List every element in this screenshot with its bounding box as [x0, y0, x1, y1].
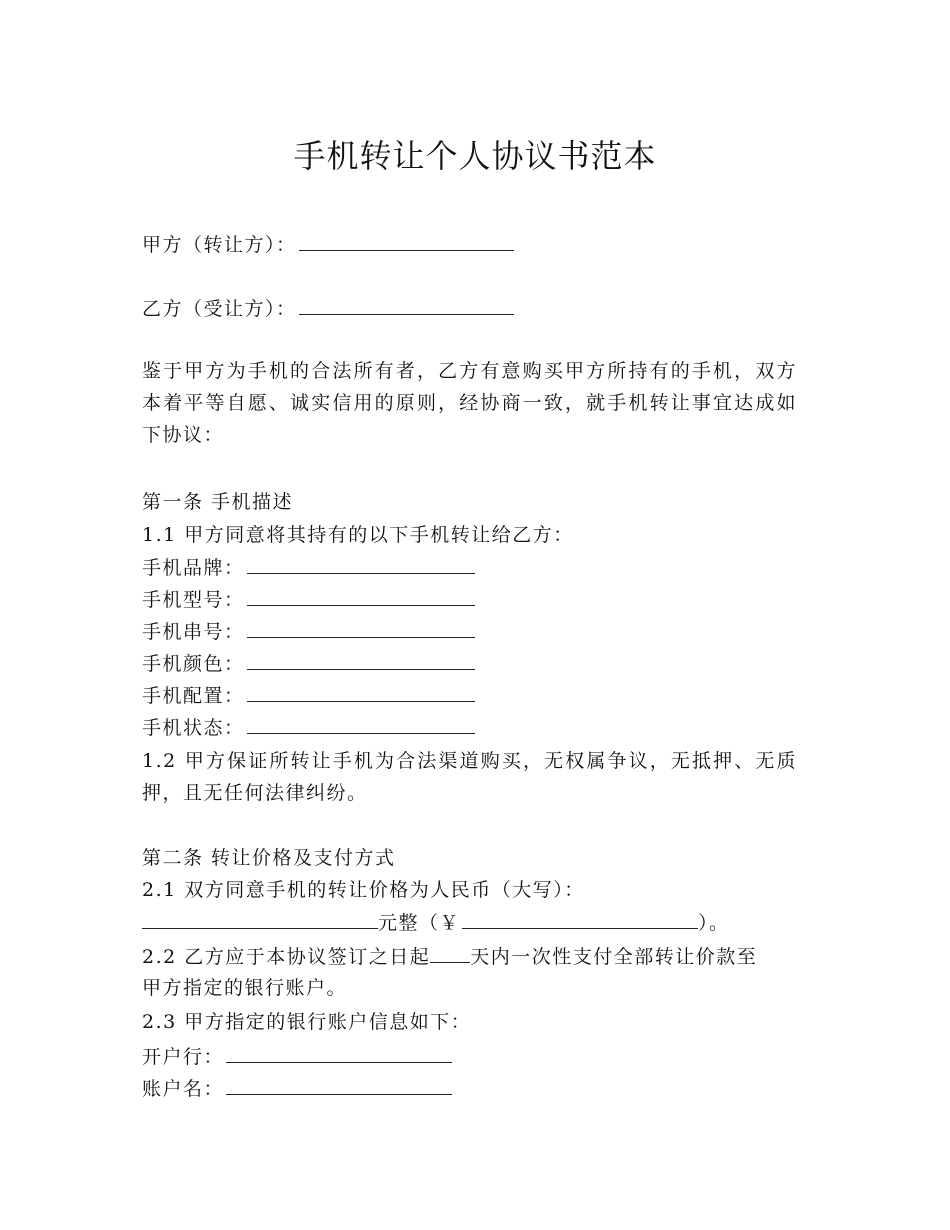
condition-label: 手机状态： [142, 717, 245, 739]
model-line [142, 583, 802, 616]
color-blank [247, 647, 475, 670]
config-label: 手机配置： [142, 685, 245, 707]
color-line [142, 647, 802, 680]
bank-label: 开户行： [142, 1046, 225, 1068]
price-digits-blank [462, 906, 698, 929]
document-title: 手机转让个人协议书范本 [293, 137, 657, 175]
price-unit: 元整（￥ [378, 912, 461, 934]
bank-line [142, 1040, 802, 1073]
price-words-blank [142, 906, 378, 929]
account-name-label: 账户名： [142, 1078, 225, 1100]
days-blank [430, 940, 470, 963]
account-name-blank [226, 1072, 452, 1095]
brand-label: 手机品牌： [142, 557, 245, 579]
party-a-blank [299, 228, 514, 251]
clause-2-3: 2.3 甲方指定的银行账户信息如下： [142, 1011, 472, 1033]
price-close: ）。 [698, 912, 730, 934]
clause-2-2-cont: 甲方指定的银行账户。 [142, 977, 348, 999]
party-a-line [142, 228, 802, 261]
config-blank [247, 679, 475, 702]
serial-blank [247, 615, 475, 638]
clause-2-2-suffix: 天内一次性支付全部转让价款至 [470, 946, 758, 968]
condition-line [142, 711, 802, 744]
condition-blank [247, 711, 475, 734]
price-line [142, 906, 802, 939]
clause-1-1: 1.1 甲方同意将其持有的以下手机转让给乙方： [142, 524, 574, 546]
party-a-label: 甲方（转让方）： [142, 234, 297, 256]
clause-1-2: 1.2 甲方保证所转让手机为合法渠道购买，无权属争议，无抵押、无质押，且无任何法律纠纷。 [142, 750, 797, 804]
article-1-heading: 第一条 手机描述 [142, 491, 294, 513]
article-2-heading: 第二条 转让价格及支付方式 [142, 847, 396, 869]
party-b-line [142, 292, 802, 325]
serial-line [142, 615, 802, 648]
model-blank [247, 583, 475, 606]
account-name-line [142, 1072, 802, 1105]
color-label: 手机颜色： [142, 653, 245, 675]
clause-2-1: 2.1 双方同意手机的转让价格为人民币（大写）： [142, 879, 585, 901]
clause-2-2-line [142, 940, 802, 973]
serial-label: 手机串号： [142, 621, 245, 643]
model-label: 手机型号： [142, 589, 245, 611]
party-b-blank [299, 292, 514, 315]
party-b-label: 乙方（受让方）： [142, 298, 297, 320]
brand-line [142, 551, 802, 584]
clause-2-2-prefix: 2.2 乙方应于本协议签订之日起 [142, 946, 431, 968]
config-line [142, 679, 802, 712]
brand-blank [247, 551, 475, 574]
bank-blank [226, 1040, 452, 1063]
preamble-paragraph: 鉴于甲方为手机的合法所有者，乙方有意购买甲方所持有的手机，双方本着平等自愿、诚实信用的原则，经协商一致，就手机转让事宜达成如下协议： [142, 360, 797, 446]
